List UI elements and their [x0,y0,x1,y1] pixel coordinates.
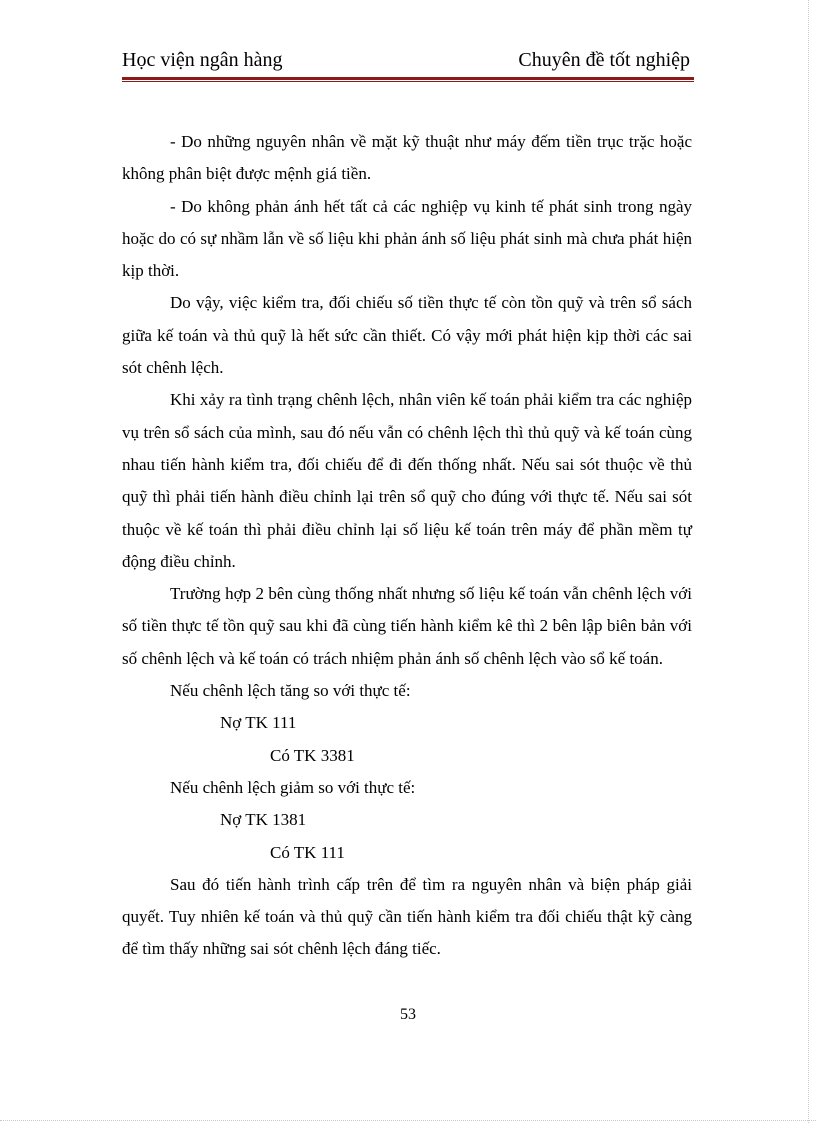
document-body [122,126,692,966]
page-border-bottom [0,1120,816,1121]
page-border-right [808,0,809,1123]
entry-increase-debit: Nợ TK 111 [220,713,297,733]
paragraph-reconciliation-need: Do vậy, việc kiểm tra, đối chiếu số tiền thực tế còn tồn quỹ và trên sổ sách giữa kế toán và thủ quỹ là hết sức cần thiết. Có vậy mới phát hiện kịp thời các sai sót chênh lệch. [122,293,692,378]
header-rule [122,77,694,82]
case-decrease-label: Nếu chênh lệch giảm so với thực tế: [170,777,416,797]
paragraph-agreement-case: Trường hợp 2 bên cùng thống nhất nhưng số liệu kế toán vẫn chênh lệch với số tiền thực tế tồn quỹ sau khi đã cùng tiến hành kiểm kê thì 2 bên lập biên bản với số chênh lệch và kế toán có trách nhiệm phản ánh số chênh lệch vào sổ kế toán. [122,584,692,668]
paragraph-follow-up: Sau đó tiến hành trình cấp trên để tìm ra nguyên nhân và biện pháp giải quyết. Tuy nhiên kế toán và thủ quỹ cần tiến hành kiểm tra đối chiếu thật kỹ càng để tìm thấy những sai sót chênh lệch đáng tiếc. [122,874,692,959]
header-document-type: Chuyên đề tốt nghiệp [518,49,690,71]
page-number: 53 [400,1006,416,1023]
paragraph-technical-causes: - Do những nguyên nhân về mặt kỹ thuật như máy đếm tiền trục trặc hoặc không phân biệt được mệnh giá tiền. [122,132,692,184]
entry-decrease-debit: Nợ TK 1381 [220,810,307,830]
paragraph-discrepancy-handling: Khi xảy ra tình trạng chênh lệch, nhân viên kế toán phải kiểm tra các nghiệp vụ trên sổ sách của mình, sau đó nếu vẫn có chênh lệch thì thủ quỹ và kế toán cùng nhau tiến hành kiểm tra, đối chiếu để đi đến thống nhất. Nếu sai sót thuộc về thủ quỹ thì phải tiến hành điều chỉnh lại trên sổ quỹ cho đúng với thực tế. Nếu sai sót thuộc về kế toán thì phải điều chỉnh lại số liệu kế toán trên máy để phần mềm tự động điều chỉnh. [122,390,692,571]
entry-decrease-credit: Có TK 111 [270,842,345,862]
entry-increase-credit: Có TK 3381 [270,745,355,765]
paragraph-recording-causes: - Do không phản ánh hết tất cả các nghiệp vụ kinh tế phát sinh trong ngày hoặc do có sự nhầm lẫn về số liệu khi phản ánh số liệu phát sinh mà chưa phát hiện kịp thời. [122,196,692,281]
case-increase-label: Nếu chênh lệch tăng so với thực tế: [170,681,411,701]
page-header [122,46,694,76]
header-institution: Học viện ngân hàng [122,49,283,71]
